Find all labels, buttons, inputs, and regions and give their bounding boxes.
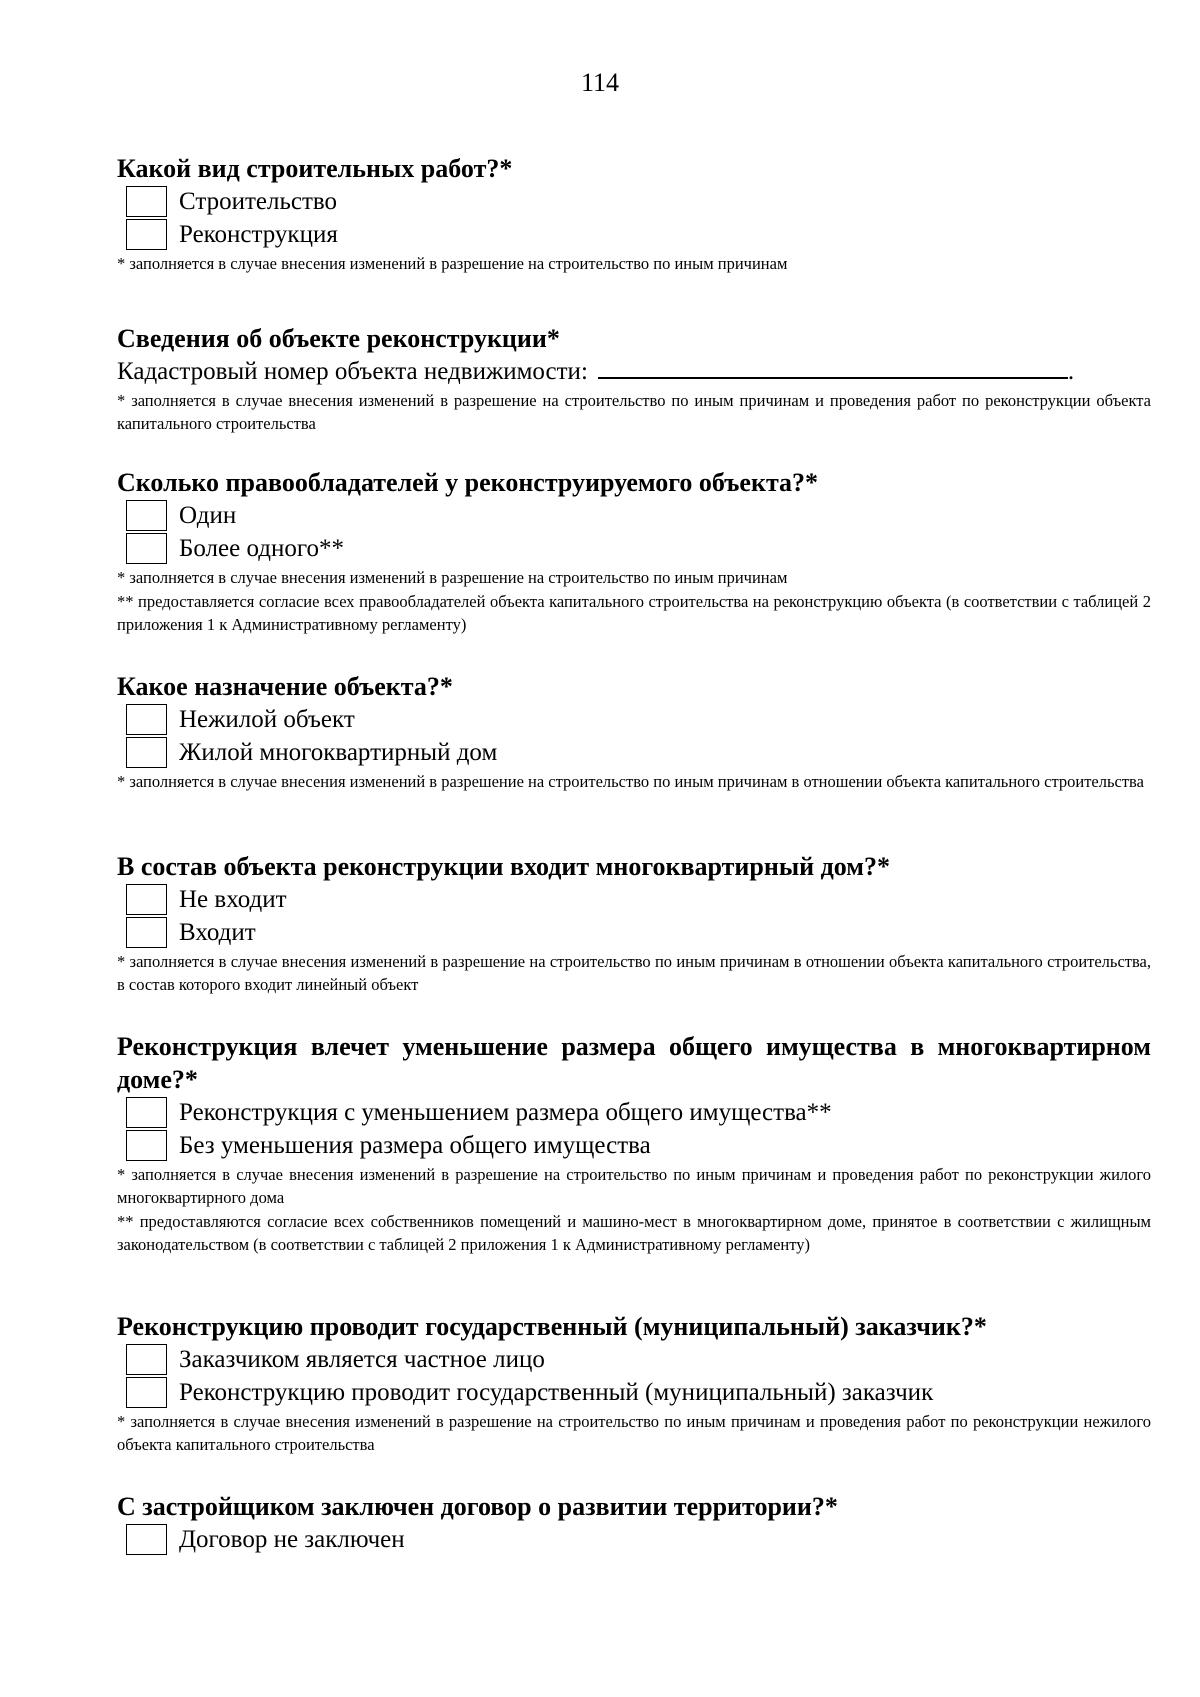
option-row[interactable] — [117, 1523, 1151, 1556]
option-label: Жилой многоквартирный дом — [179, 739, 498, 766]
checkbox[interactable] — [126, 1130, 167, 1161]
option-label: Один — [179, 502, 237, 529]
option-label: Строительство — [179, 188, 338, 215]
footnote: ** предоставляются согласие всех собственников помещений и машино-мест в многоквартирном доме, принятое в соответствии с жилищным законодательством (в соответствии с таблицей 2 приложения 1 к Административному регламенту) — [117, 1212, 1151, 1254]
option-label: Не входит — [179, 886, 287, 913]
checkbox[interactable] — [126, 500, 167, 531]
cadastral-label: Кадастровый номер объекта недвижимости: — [117, 358, 588, 385]
option-row[interactable] — [117, 883, 1151, 916]
option-row[interactable] — [117, 916, 1151, 949]
footnote: * заполняется в случае внесения изменений в разрешение на строительство по иным причинам и проведения работ по реконструкции жилого многоквартирного дома — [117, 1165, 1151, 1207]
checkbox[interactable] — [126, 533, 167, 564]
option-row[interactable] — [117, 532, 1151, 565]
option-label: Реконструкция — [179, 221, 338, 248]
section-rightholders — [117, 466, 1151, 636]
page-number: 114 — [580, 68, 620, 97]
footnote: * заполняется в случае внесения изменений в разрешение на строительство по иным причинам и проведения работ по реконструкции нежилого объекта капитального строительства — [117, 1412, 1151, 1454]
cadastral-row — [117, 355, 1151, 388]
option-label: Заказчиком является частное лицо — [179, 1346, 545, 1373]
checkbox[interactable] — [126, 917, 167, 948]
question-title: Какое назначение объекта?* — [117, 672, 453, 701]
question-title: Реконструкцию проводит государственный (муниципальный) заказчик?* — [117, 1312, 987, 1341]
question-title: Реконструкция влечет уменьшение размера общего имущества в многоквартирном доме?* — [117, 1032, 1151, 1094]
question-title: С застройщиком заключен договор о развитии территории?* — [117, 1492, 838, 1521]
footnote: * заполняется в случае внесения изменений в разрешение на строительство по иным причинам в отношении объекта капитального строительства, в состав которого входит линейный объект — [117, 952, 1151, 994]
option-label: Без уменьшения размера общего имущества — [179, 1132, 651, 1159]
footnote: * заполняется в случае внесения изменений в разрешение на строительство по иным причинам в отношении объекта капитального строительства — [117, 772, 1144, 791]
option-row[interactable] — [117, 1343, 1151, 1376]
option-label: Более одного** — [179, 535, 344, 562]
option-row[interactable] — [117, 1129, 1151, 1162]
option-row[interactable] — [117, 736, 1151, 769]
option-row[interactable] — [117, 185, 1151, 218]
checkbox[interactable] — [126, 1344, 167, 1375]
footnote: * заполняется в случае внесения изменений в разрешение на строительство по иным причинам — [117, 254, 788, 273]
section-object-purpose — [117, 670, 1151, 793]
cadastral-number-field[interactable] — [598, 355, 1068, 379]
checkbox[interactable] — [126, 186, 167, 217]
footnote: * заполняется в случае внесения изменений в разрешение на строительство по иным причинам — [117, 568, 788, 587]
checkbox[interactable] — [126, 704, 167, 735]
question-title: В состав объекта реконструкции входит многоквартирный дом?* — [117, 852, 890, 881]
option-label: Договор не заключен — [179, 1526, 405, 1553]
cadastral-end: . — [1067, 358, 1075, 385]
footnote: ** предоставляется согласие всех правообладателей объекта капитального строительства на реконструкцию объекта (в соответствии с таблицей 2 приложения 1 к Административному регламенту) — [117, 592, 1151, 634]
option-row[interactable] — [117, 499, 1151, 532]
option-label: Нежилой объект — [179, 706, 355, 733]
footnote: * заполняется в случае внесения изменений в разрешение на строительство по иным причинам и проведения работ по реконструкции объекта капитального строительства — [117, 391, 1151, 433]
section-state-customer — [117, 1310, 1151, 1456]
section-apartment-building — [117, 850, 1151, 996]
question-title: Какой вид строительных работ?* — [117, 154, 513, 183]
checkbox[interactable] — [126, 737, 167, 768]
section-construction-type — [117, 152, 1151, 275]
option-row[interactable] — [117, 703, 1151, 736]
option-label: Входит — [179, 919, 256, 946]
checkbox[interactable] — [126, 884, 167, 915]
checkbox[interactable] — [126, 1097, 167, 1128]
question-title: Сколько правообладателей у реконструируемого объекта?* — [117, 468, 819, 497]
checkbox[interactable] — [126, 1377, 167, 1408]
option-label: Реконструкцию проводит государственный (муниципальный) заказчик — [179, 1379, 934, 1406]
checkbox[interactable] — [126, 219, 167, 250]
checkbox[interactable] — [126, 1524, 167, 1555]
section-territory-agreement — [117, 1490, 1151, 1556]
option-row[interactable] — [117, 1096, 1151, 1129]
question-title: Сведения об объекте реконструкции* — [117, 324, 560, 353]
section-reconstruction-info — [117, 322, 1151, 435]
option-label: Реконструкция с уменьшением размера общего имущества** — [179, 1099, 832, 1126]
option-row[interactable] — [117, 218, 1151, 251]
option-row[interactable] — [117, 1376, 1151, 1409]
section-common-property — [117, 1030, 1151, 1256]
